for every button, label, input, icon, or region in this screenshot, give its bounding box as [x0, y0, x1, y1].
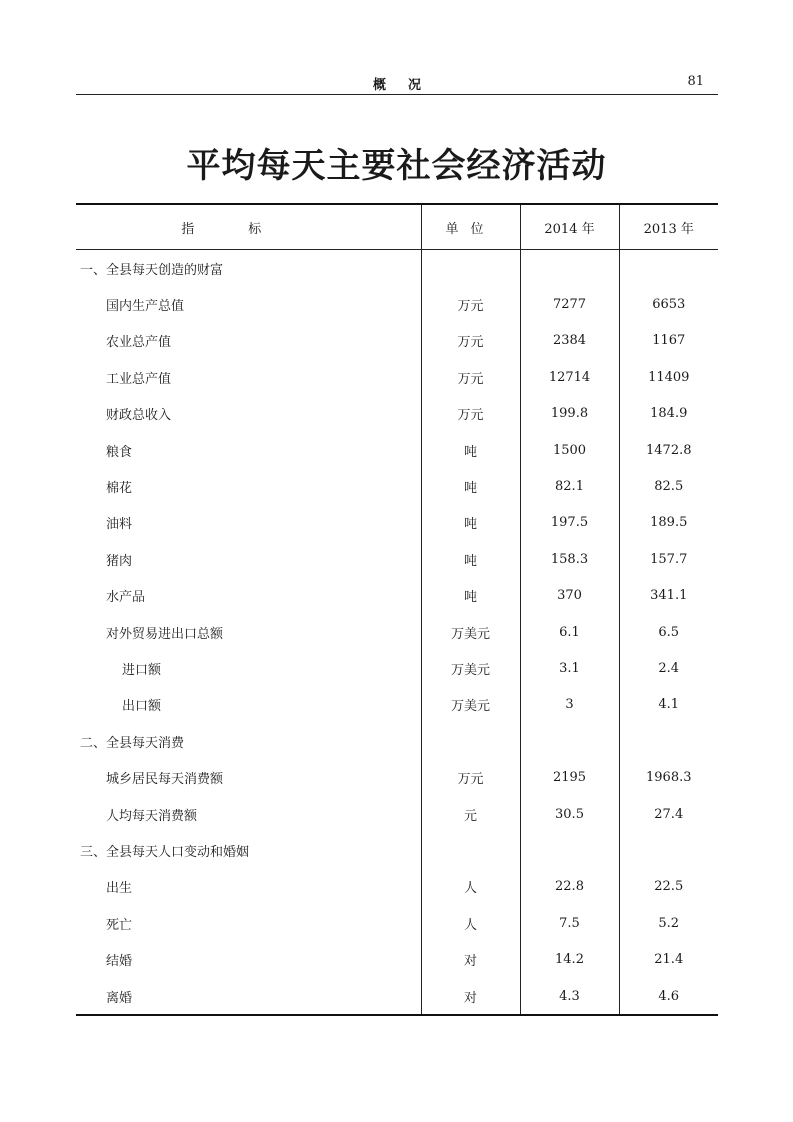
indicator-cell: 离婚	[106, 990, 133, 1006]
table-row	[76, 614, 718, 650]
table-row	[76, 941, 718, 977]
unit-cell: 万元	[421, 759, 520, 795]
table-row	[76, 505, 718, 541]
value-2014-cell: 6.1	[520, 614, 619, 650]
unit-cell: 万美元	[421, 650, 520, 686]
value-2013-cell: 6653	[619, 286, 718, 322]
value-2013-cell: 189.5	[619, 505, 718, 541]
table-row	[76, 650, 718, 686]
unit-cell: 万元	[421, 286, 520, 322]
value-2014-cell: 7.5	[520, 905, 619, 941]
table-row	[76, 723, 718, 759]
unit-cell: 对	[421, 978, 520, 1015]
indicator-cell: 农业总产值	[106, 335, 172, 351]
value-2013-cell: 184.9	[619, 396, 718, 432]
table-row	[76, 578, 718, 614]
indicator-cell: 出口额	[122, 699, 162, 715]
value-2013-cell: 157.7	[619, 541, 718, 577]
running-header	[76, 70, 718, 95]
unit-cell	[421, 723, 520, 759]
value-2014-cell: 30.5	[520, 796, 619, 832]
indicator-cell: 死亡	[106, 917, 133, 933]
value-2013-cell: 6.5	[619, 614, 718, 650]
table-row	[76, 468, 718, 504]
table-row	[76, 687, 718, 723]
value-2014-cell: 3.1	[520, 650, 619, 686]
value-2013-cell: 5.2	[619, 905, 718, 941]
table-row	[76, 832, 718, 868]
table-row	[76, 869, 718, 905]
value-2013-cell: 21.4	[619, 941, 718, 977]
value-2014-cell: 370	[520, 578, 619, 614]
value-2014-cell: 1500	[520, 432, 619, 468]
page-number: 81	[687, 74, 704, 89]
unit-cell: 吨	[421, 505, 520, 541]
value-2014-cell: 199.8	[520, 396, 619, 432]
value-2014-cell: 197.5	[520, 505, 619, 541]
unit-cell: 人	[421, 905, 520, 941]
unit-cell: 元	[421, 796, 520, 832]
value-2014-cell: 158.3	[520, 541, 619, 577]
table-row	[76, 796, 718, 832]
value-2014-cell: 4.3	[520, 978, 619, 1015]
indicator-cell: 油料	[106, 517, 133, 533]
table-body	[76, 250, 718, 1016]
value-2014-cell: 3	[520, 687, 619, 723]
value-2013-cell: 1968.3	[619, 759, 718, 795]
indicator-cell: 出生	[106, 881, 133, 897]
unit-cell: 吨	[421, 432, 520, 468]
value-2013-cell: 4.6	[619, 978, 718, 1015]
value-2013-cell: 4.1	[619, 687, 718, 723]
table-row	[76, 396, 718, 432]
indicator-cell: 工业总产值	[106, 371, 172, 387]
value-2014-cell: 12714	[520, 359, 619, 395]
page-title: 平均每天主要社会经济活动	[186, 146, 607, 186]
indicator-cell: 一、全县每天创造的财富	[80, 262, 224, 278]
indicator-cell: 城乡居民每天消费额	[106, 772, 224, 788]
value-2014-cell: 82.1	[520, 468, 619, 504]
value-2014-cell: 14.2	[520, 941, 619, 977]
value-2014-cell	[520, 250, 619, 287]
unit-cell: 万元	[421, 323, 520, 359]
value-2013-cell	[619, 723, 718, 759]
unit-cell: 万元	[421, 396, 520, 432]
value-2013-cell	[619, 250, 718, 287]
table-row	[76, 905, 718, 941]
column-header-unit: 单位	[421, 204, 520, 250]
unit-cell	[421, 832, 520, 868]
unit-cell: 吨	[421, 578, 520, 614]
value-2013-cell: 341.1	[619, 578, 718, 614]
value-2013-cell: 82.5	[619, 468, 718, 504]
value-2013-cell: 1472.8	[619, 432, 718, 468]
table-row	[76, 759, 718, 795]
table-row	[76, 432, 718, 468]
value-2013-cell: 1167	[619, 323, 718, 359]
unit-cell	[421, 250, 520, 287]
value-2013-cell: 11409	[619, 359, 718, 395]
table-row	[76, 323, 718, 359]
indicator-cell: 国内生产总值	[106, 299, 185, 315]
indicator-cell: 人均每天消费额	[106, 808, 198, 824]
table-row	[76, 250, 718, 287]
value-2014-cell: 22.8	[520, 869, 619, 905]
statistics-table	[76, 203, 718, 1016]
unit-cell: 万美元	[421, 614, 520, 650]
value-2013-cell: 27.4	[619, 796, 718, 832]
indicator-cell: 结婚	[106, 954, 133, 970]
unit-cell: 人	[421, 869, 520, 905]
indicator-cell: 二、全县每天消费	[80, 735, 185, 751]
unit-cell: 吨	[421, 468, 520, 504]
column-header-2014: 2014 年	[520, 204, 619, 250]
indicator-cell: 棉花	[106, 481, 133, 497]
column-header-2013: 2013 年	[619, 204, 718, 250]
unit-cell: 吨	[421, 541, 520, 577]
unit-cell: 万元	[421, 359, 520, 395]
indicator-cell: 进口额	[122, 662, 162, 678]
value-2014-cell: 7277	[520, 286, 619, 322]
table-row	[76, 286, 718, 322]
indicator-cell: 猪肉	[106, 553, 133, 569]
indicator-cell: 财政总收入	[106, 408, 172, 424]
value-2013-cell	[619, 832, 718, 868]
table-row	[76, 359, 718, 395]
value-2013-cell: 22.5	[619, 869, 718, 905]
value-2014-cell	[520, 832, 619, 868]
table-header-row	[76, 204, 718, 250]
indicator-cell: 粮食	[106, 444, 133, 460]
value-2014-cell	[520, 723, 619, 759]
unit-cell: 对	[421, 941, 520, 977]
indicator-cell: 对外贸易进出口总额	[106, 626, 224, 642]
unit-cell: 万美元	[421, 687, 520, 723]
value-2014-cell: 2384	[520, 323, 619, 359]
table-row	[76, 978, 718, 1015]
value-2014-cell: 2195	[520, 759, 619, 795]
value-2013-cell: 2.4	[619, 650, 718, 686]
indicator-cell: 三、全县每天人口变动和婚姻	[80, 844, 250, 860]
column-header-indicator: 指标	[181, 221, 316, 237]
table-row	[76, 541, 718, 577]
section-title: 概况	[372, 78, 443, 93]
indicator-cell: 水产品	[106, 590, 146, 606]
